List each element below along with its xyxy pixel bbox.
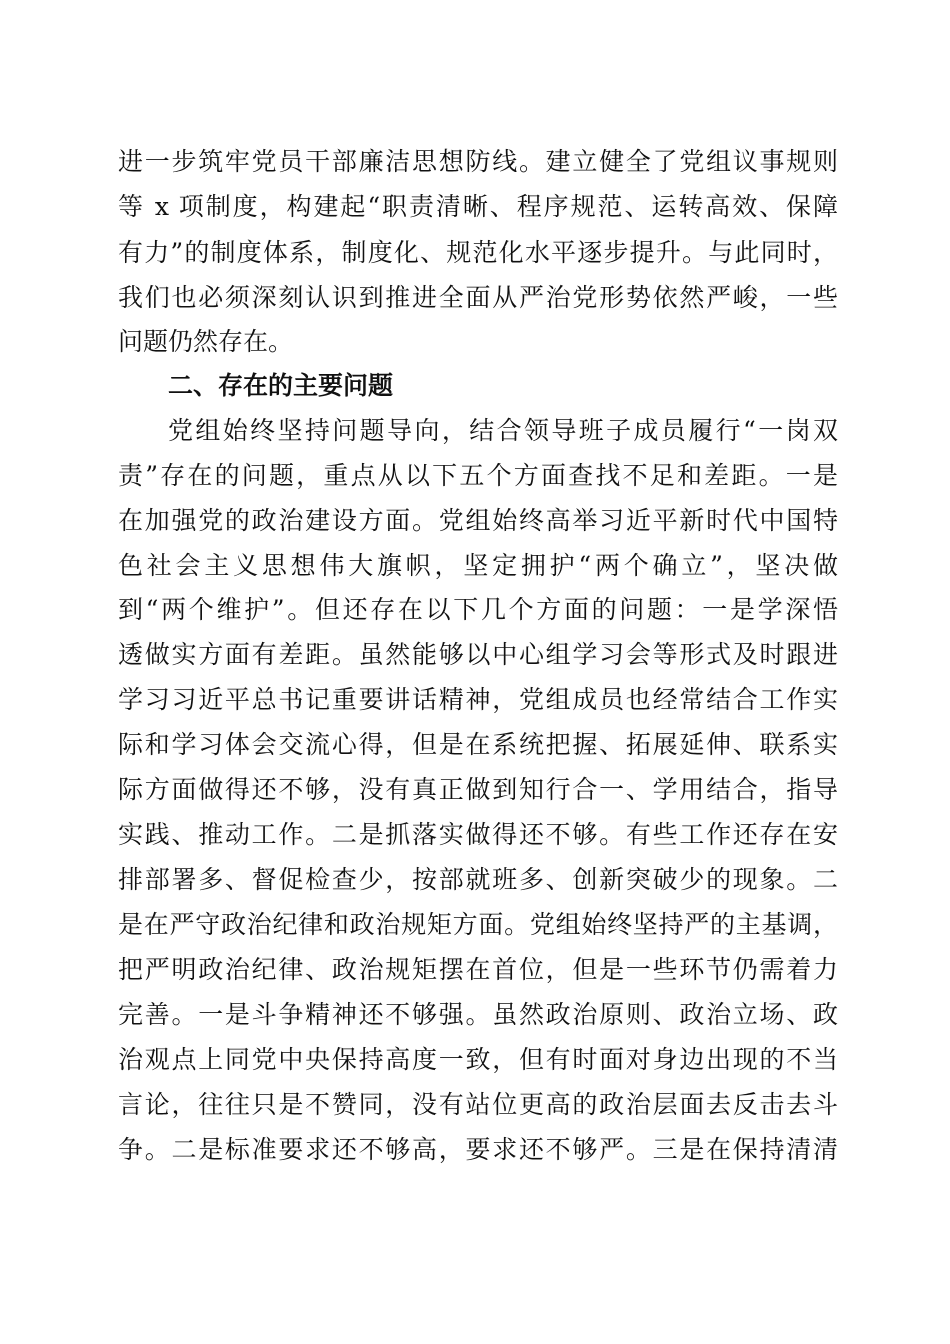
paragraph-line: 实践、推动工作。二是抓落实做得还不够。有些工作还存在安 bbox=[118, 820, 838, 849]
paragraph-line: 治观点上同党中央保持高度一致，但有时面对身边出现的不当 bbox=[118, 1045, 838, 1074]
paragraph-line: 把严明政治纪律、政治规矩摆在首位，但是一些环节仍需着力 bbox=[118, 955, 838, 984]
paragraph-line: 问题仍然存在。 bbox=[118, 327, 294, 356]
paragraph-line: 在加强党的政治建设方面。党组始终高举习近平新时代中国特 bbox=[118, 506, 838, 535]
paragraph-line: 到“两个维护”。但还存在以下几个方面的问题：一是学深悟 bbox=[118, 595, 838, 624]
paragraph-line: 争。二是标准要求还不够高，要求还不够严。三是在保持清清 bbox=[118, 1135, 838, 1164]
paragraph-line: 责”存在的问题，重点从以下五个方面查找不足和差距。一是 bbox=[118, 461, 838, 490]
paragraph-line: 有力”的制度体系，制度化、规范化水平逐步提升。与此同时， bbox=[118, 238, 838, 267]
paragraph-line: 我们也必须深刻认识到推进全面从严治党形势依然严峻，一些 bbox=[118, 283, 838, 312]
paragraph-line: 完善。一是斗争精神还不够强。虽然政治原则、政治立场、政 bbox=[118, 1000, 838, 1029]
paragraph-line: 进一步筑牢党员干部廉洁思想防线。建立健全了党组议事规则 bbox=[118, 147, 838, 176]
paragraph-line: 言论，往往只是不赞同，没有站位更高的政治层面去反击去斗 bbox=[118, 1090, 838, 1119]
paragraph-line: 等 x 项制度，构建起“职责清晰、程序规范、运转高效、保障 bbox=[118, 192, 838, 221]
paragraph-line: 际方面做得还不够，没有真正做到知行合一、学用结合，指导 bbox=[118, 775, 838, 804]
paragraph-line: 透做实方面有差距。虽然能够以中心组学习会等形式及时跟进 bbox=[118, 640, 838, 669]
paragraph-line: 际和学习体会交流心得，但是在系统把握、拓展延伸、联系实 bbox=[118, 730, 838, 759]
paragraph-line: 色社会主义思想伟大旗帜，坚定拥护“两个确立”，坚决做 bbox=[118, 551, 838, 580]
paragraph-line: 排部署多、督促检查少，按部就班多、创新突破少的现象。二 bbox=[118, 865, 838, 894]
paragraph-line: 是在严守政治纪律和政治规矩方面。党组始终坚持严的主基调， bbox=[118, 910, 838, 939]
section-heading: 二、存在的主要问题 bbox=[168, 371, 394, 400]
paragraph-line: 学习习近平总书记重要讲话精神，党组成员也经常结合工作实 bbox=[118, 685, 838, 714]
paragraph-line: 党组始终坚持问题导向，结合领导班子成员履行“一岗双 bbox=[168, 416, 838, 445]
